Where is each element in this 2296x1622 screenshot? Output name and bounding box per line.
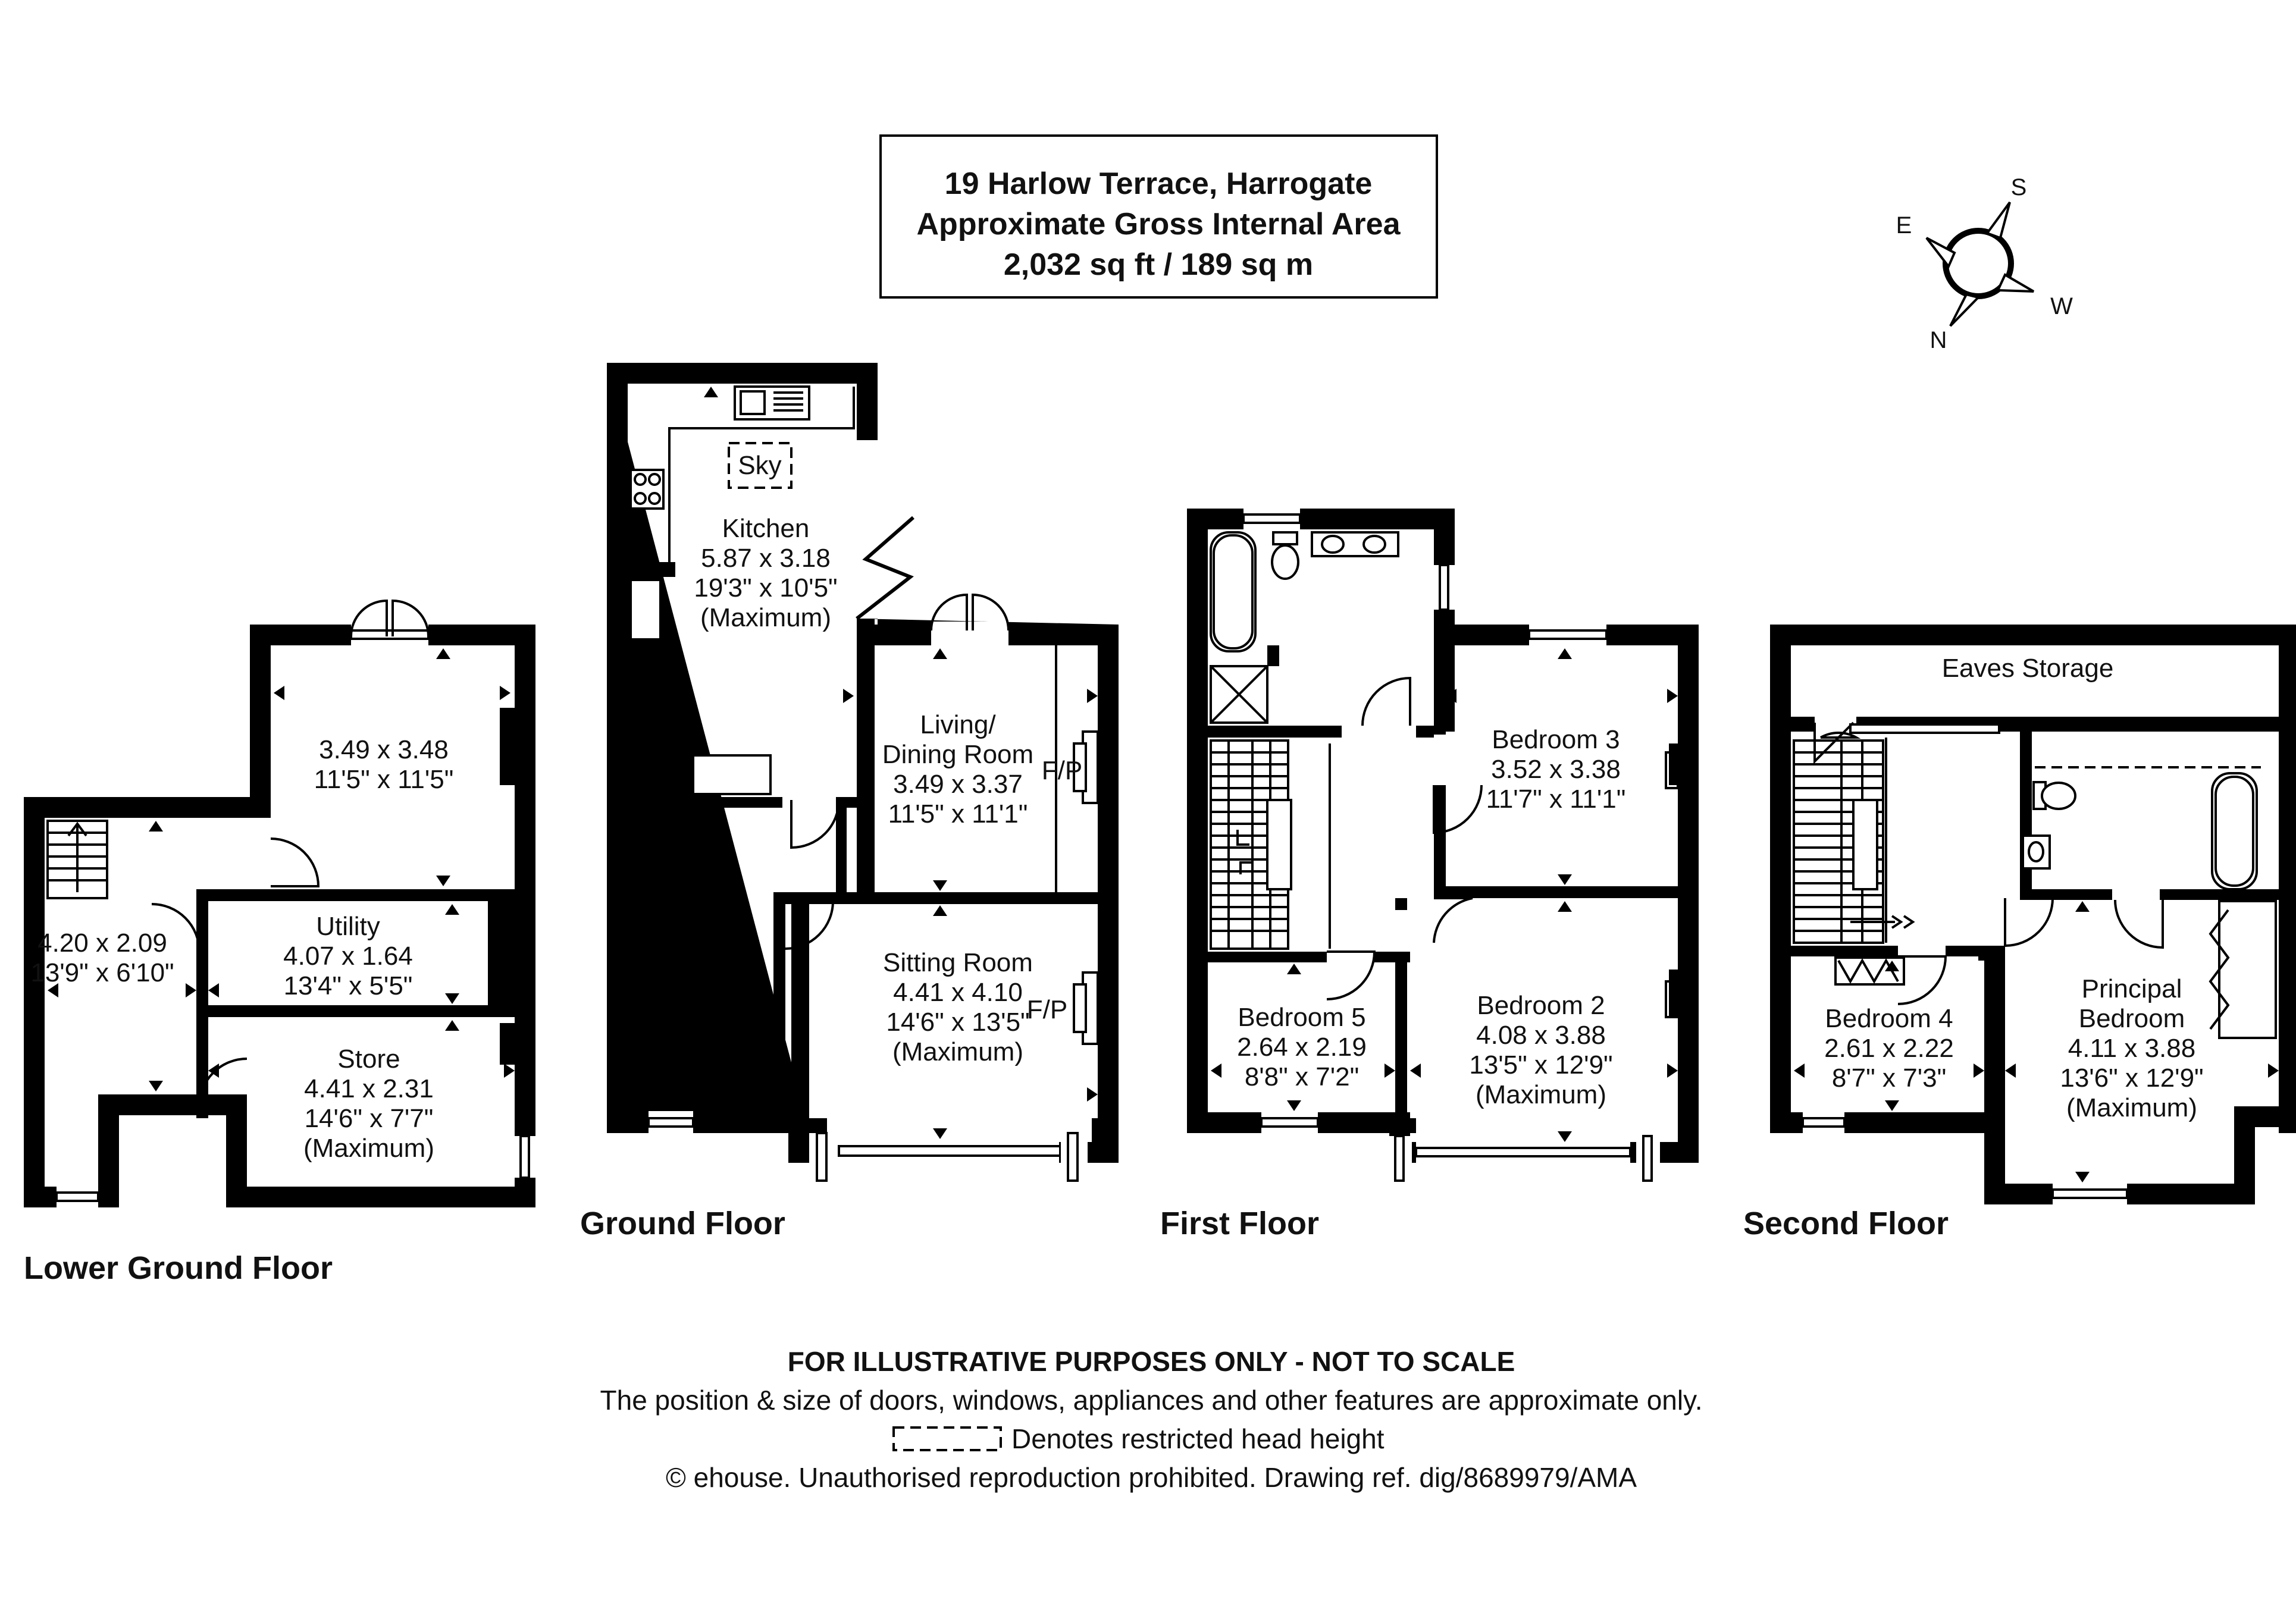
legend-text: Denotes restricted head height — [1011, 1423, 1385, 1454]
sitting-name: Sitting Room — [883, 948, 1033, 977]
ground-floor-label: Ground Floor — [580, 1206, 785, 1241]
compass-east: E — [1896, 212, 1912, 239]
principal-name1: Principal — [2081, 974, 2182, 1003]
lg-room-b-line1: 4.20 x 2.09 — [37, 928, 167, 958]
sitting-line1: 4.41 x 4.10 — [893, 978, 1023, 1007]
compass-west: W — [2050, 293, 2073, 319]
compass-south: S — [2010, 174, 2027, 200]
bedroom3-line2: 11'7" x 11'1" — [1486, 785, 1626, 814]
area-value: 2,032 sq ft / 189 sq m — [1003, 247, 1314, 282]
lg-store-line3: (Maximum) — [303, 1134, 434, 1163]
living-name2: Dining Room — [882, 740, 1034, 769]
compass-north: N — [1929, 327, 1947, 353]
lower-ground-floor-label: Lower Ground Floor — [24, 1250, 333, 1286]
lower-ground-floor-plan — [24, 601, 537, 1286]
bedroom5-line1: 2.64 x 2.19 — [1237, 1033, 1367, 1062]
living-line1: 3.49 x 3.37 — [893, 770, 1023, 799]
bedroom4-line2: 8'7" x 7'3" — [1831, 1063, 1947, 1093]
sitting-line2: 14'6" x 13'5" — [886, 1008, 1030, 1037]
ground-floor-plan — [580, 363, 1119, 1241]
lg-utility-line1: 4.07 x 1.64 — [283, 942, 413, 971]
lg-store-line2: 14'6" x 7'7" — [304, 1104, 434, 1133]
first-floor-plan — [1160, 507, 1699, 1241]
bedroom4-line1: 2.61 x 2.22 — [1824, 1034, 1954, 1063]
sitting-line3: (Maximum) — [892, 1037, 1023, 1066]
kitchen-line3: (Maximum) — [700, 603, 831, 632]
principal-line1: 4.11 x 3.88 — [2068, 1034, 2196, 1063]
bedroom5-line2: 8'8" x 7'2" — [1244, 1062, 1360, 1091]
sitting-fireplace-label: F/P — [1026, 995, 1068, 1024]
bedroom2-line2: 13'5" x 12'9" — [1469, 1050, 1613, 1080]
living-fireplace-label: F/P — [1041, 756, 1083, 785]
kitchen-line2: 19'3" x 10'5" — [694, 573, 838, 603]
first-floor-label: First Floor — [1160, 1206, 1319, 1241]
bedroom2-name: Bedroom 2 — [1477, 991, 1605, 1020]
lg-room-b-line2: 13'9" x 6'10" — [30, 958, 174, 987]
lg-utility-line2: 13'4" x 5'5" — [283, 971, 413, 1000]
kitchen-name: Kitchen — [722, 514, 810, 543]
copyright: © ehouse. Unauthorised reproduction prohibited. Drawing ref. dig/8689979/AMA — [665, 1462, 1637, 1493]
second-floor-plan — [1743, 625, 2296, 1241]
principal-line3: (Maximum) — [2066, 1093, 2197, 1122]
living-name1: Living/ — [920, 710, 996, 739]
kitchen-skylight-label: Sky — [738, 451, 782, 480]
compass-icon — [1896, 174, 2073, 353]
property-address: 19 Harlow Terrace, Harrogate — [944, 167, 1373, 201]
lg-store-line1: 4.41 x 2.31 — [304, 1074, 434, 1103]
living-line2: 11'5" x 11'1" — [888, 799, 1028, 829]
eaves-storage-name: Eaves Storage — [1941, 654, 2114, 683]
lg-room-a-line1: 3.49 x 3.48 — [319, 735, 449, 764]
kitchen-line1: 5.87 x 3.18 — [701, 544, 831, 573]
footer-notes — [600, 1346, 1703, 1493]
bedroom5-name: Bedroom 5 — [1238, 1003, 1366, 1032]
bedroom3-name: Bedroom 3 — [1492, 725, 1620, 754]
title-block — [881, 136, 1437, 297]
second-floor-label: Second Floor — [1743, 1206, 1949, 1241]
principal-name2: Bedroom — [2078, 1004, 2185, 1033]
lg-utility-name: Utility — [316, 912, 380, 941]
bedroom4-name: Bedroom 4 — [1825, 1004, 1953, 1033]
bedroom2-line3: (Maximum) — [1476, 1080, 1606, 1109]
disclaimer: FOR ILLUSTRATIVE PURPOSES ONLY - NOT TO SCALE — [787, 1346, 1515, 1377]
restricted-head-height-legend-icon — [894, 1428, 1001, 1450]
principal-line2: 13'6" x 12'9" — [2060, 1063, 2204, 1093]
lg-room-a-line2: 11'5" x 11'5" — [314, 765, 454, 794]
lg-store-name: Store — [337, 1044, 400, 1074]
area-label: Approximate Gross Internal Area — [916, 207, 1401, 241]
bedroom3-line1: 3.52 x 3.38 — [1491, 755, 1621, 784]
approximation-note: The position & size of doors, windows, appliances and other features are approximate only. — [600, 1385, 1703, 1416]
bedroom2-line1: 4.08 x 3.88 — [1476, 1021, 1606, 1050]
